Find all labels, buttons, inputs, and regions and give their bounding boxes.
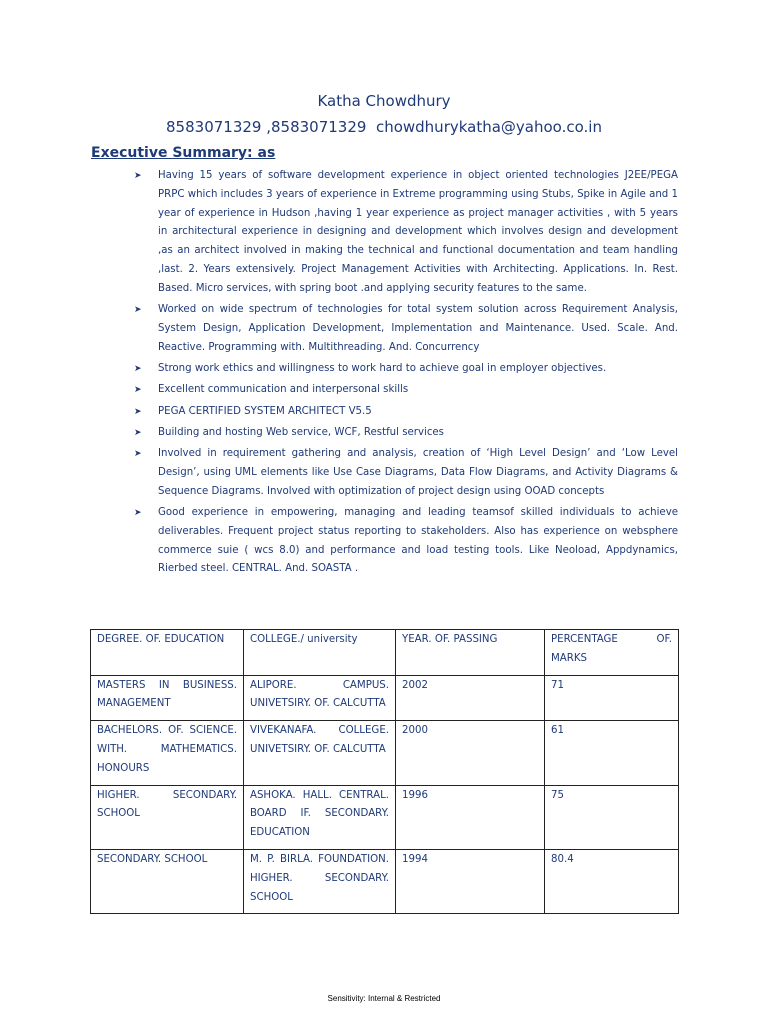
summary-bullet: ➤ Having 15 years of software development experience in object oriented technologies J2EE/PEGA PRPC which includes 3 years of experience in Extreme programming using Stubs, Spike in Agile and 1 year of experience in Hudson ,having 1 year experience as project manager activities , with 5 years in architectural experience in designing and development which involves design and development ,as an architect involved in making the technical and functional documentation and team handling ,last. 2. Years extensively. Project Management Activities with Architecting. Applications. In. Rest. Based. Micro services, with spring boot .and applying security features to the same. <box>134 167 678 299</box>
cell-college: ASHOKA. HALL. CENTRAL. BOARD IF. SECONDARY. EDUCATION <box>244 785 396 849</box>
cell-percentage: 61 <box>545 721 679 785</box>
summary-bullet: ➤ Good experience in empowering, managing and leading teamsof skilled individuals to achieve deliverables. Frequent project status reporting to stakeholders. Also has experience on websphere commerce suie ( wcs 8.0) and performance and load testing tools. Like Neoload, Appdynamics, Rierbed steel. CENTRAL. And. SOASTA . <box>134 504 678 579</box>
arrow-bullet-icon: ➤ <box>134 508 142 519</box>
cell-year: 2002 <box>396 675 545 721</box>
contact-line: 8583071329 ,8583071329 chowdhurykatha@yahoo.co.in <box>166 118 602 136</box>
arrow-bullet-icon: ➤ <box>134 427 142 438</box>
header-year: YEAR. OF. PASSING <box>396 630 545 676</box>
cell-year: 1996 <box>396 785 545 849</box>
summary-bullet: ➤ Worked on wide spectrum of technologies for total system solution across Requirement Analysis, System Design, Application Development, Implementation and Maintenance. Used. Scale. And. Reactive. Programming with. Multithreading. And. Concurrency <box>134 301 678 357</box>
arrow-bullet-icon: ➤ <box>134 385 142 396</box>
cell-percentage: 71 <box>545 675 679 721</box>
header-percentage: PERCENTAGE OF. MARKS <box>545 630 679 676</box>
summary-bullet: ➤ Excellent communication and interpersonal skills <box>134 381 678 400</box>
table-row <box>91 849 679 913</box>
cell-degree: BACHELORS. OF. SCIENCE. WITH. MATHEMATICS. HONOURS <box>91 721 244 785</box>
cell-college: ALIPORE. CAMPUS. UNIVETSIRY. OF. CALCUTTA <box>244 675 396 721</box>
cell-college: VIVEKANAFA. COLLEGE. UNIVETSIRY. OF. CALCUTTA <box>244 721 396 785</box>
cell-year: 2000 <box>396 721 545 785</box>
summary-bullet: ➤ Strong work ethics and willingness to work hard to achieve goal in employer objectives. <box>134 360 678 379</box>
arrow-bullet-icon: ➤ <box>134 171 142 181</box>
header-college: COLLEGE./ university <box>244 630 396 676</box>
executive-summary-heading: Executive Summary: as <box>91 145 276 161</box>
sensitivity-footer: Sensitivity: Internal & Restricted <box>327 994 441 1003</box>
cell-degree: MASTERS IN BUSINESS. MANAGEMENT <box>91 675 244 721</box>
header-degree: DEGREE. OF. EDUCATION <box>91 630 244 676</box>
arrow-bullet-icon: ➤ <box>134 363 142 374</box>
summary-bullet: ➤ Building and hosting Web service, WCF, Restful services <box>134 424 678 443</box>
table-header-row <box>91 630 679 676</box>
candidate-name: Katha Chowdhury <box>317 92 451 110</box>
cell-percentage: 80.4 <box>545 849 679 913</box>
education-table <box>90 629 679 914</box>
cell-degree: HIGHER. SECONDARY. SCHOOL <box>91 785 244 849</box>
cell-year: 1994 <box>396 849 545 913</box>
cell-degree: SECONDARY. SCHOOL <box>91 849 244 913</box>
table-row <box>91 721 679 785</box>
arrow-bullet-icon: ➤ <box>134 305 142 316</box>
table-row <box>91 675 679 721</box>
arrow-bullet-icon: ➤ <box>134 449 142 460</box>
summary-bullet: ➤ PEGA CERTIFIED SYSTEM ARCHITECT V5.5 <box>134 403 678 422</box>
summary-bullet: ➤ Involved in requirement gathering and analysis, creation of ‘High Level Design’ and ‘Low Level Design’, using UML elements like Use Case Diagrams, Data Flow Diagrams, and Activity Diagrams & Sequence Diagrams. Involved with optimization of project design using OOAD concepts <box>134 445 678 501</box>
table-row <box>91 785 679 849</box>
cell-college: M. P. BIRLA. FOUNDATION. HIGHER. SECONDARY. SCHOOL <box>244 849 396 913</box>
arrow-bullet-icon: ➤ <box>134 406 142 417</box>
cell-percentage: 75 <box>545 785 679 849</box>
summary-bullet-list <box>134 167 678 582</box>
